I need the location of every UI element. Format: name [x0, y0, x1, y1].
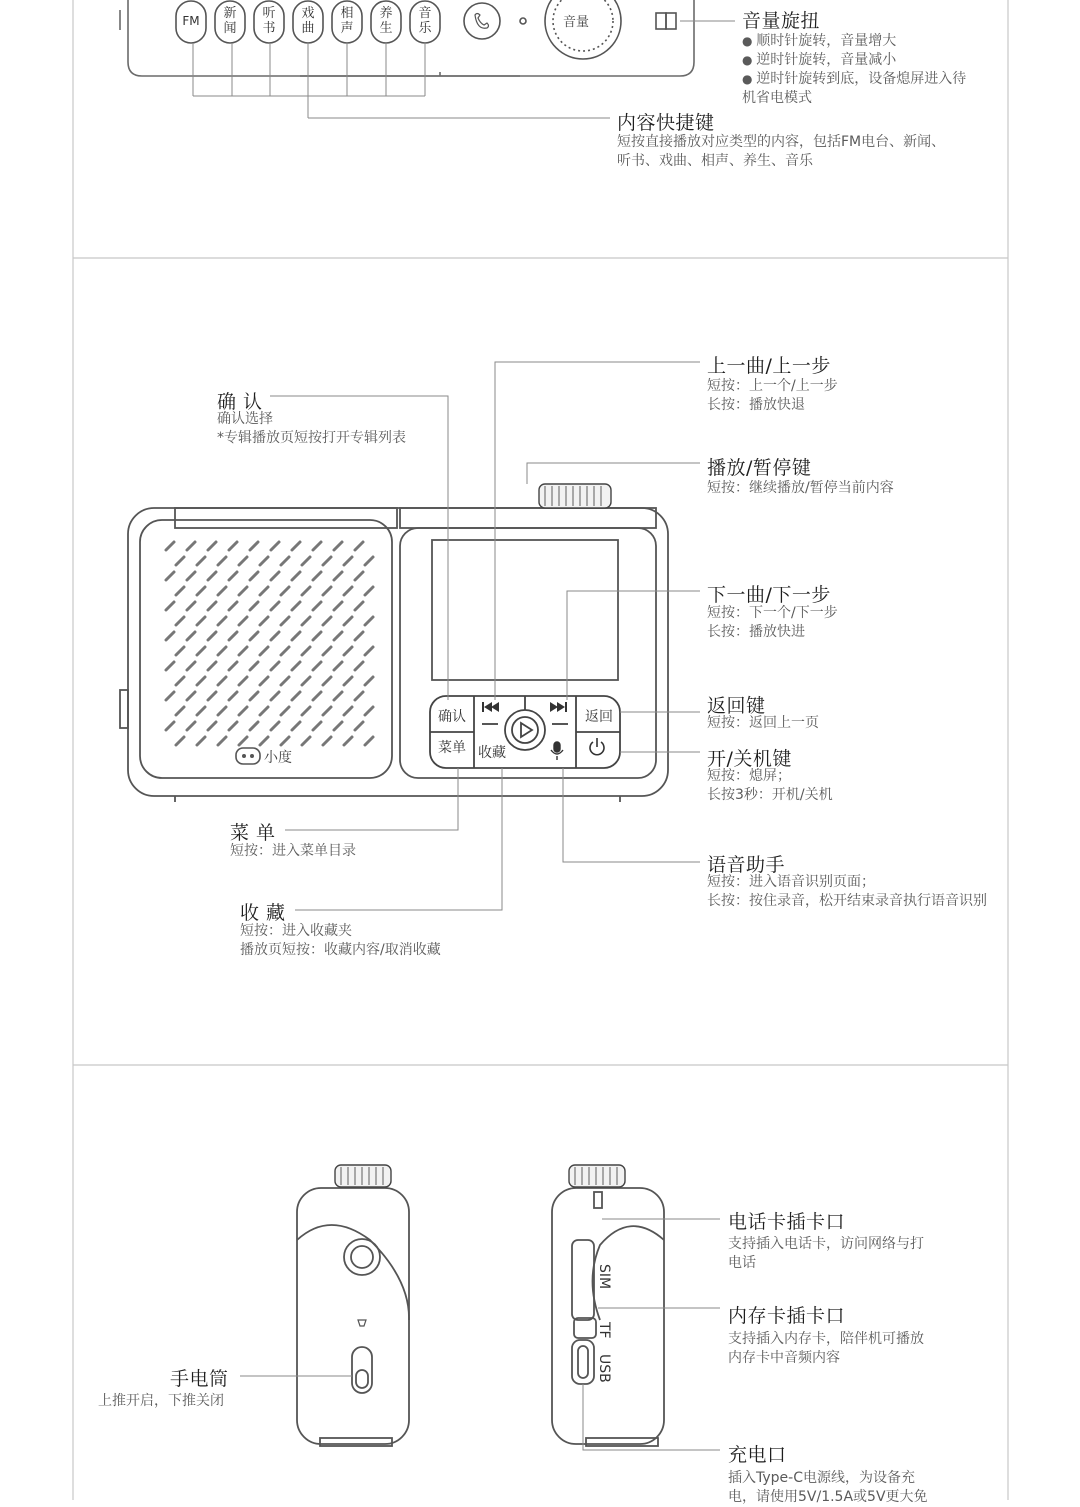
grille-slot — [229, 632, 237, 640]
back-desc-1: 短按：返回上一页 — [707, 715, 819, 731]
grille-slot — [302, 707, 310, 715]
voice-desc-1: 短按：进入语音识别页面； — [707, 874, 875, 890]
grille-slot — [355, 662, 363, 670]
grille-slot — [166, 692, 174, 700]
key-crosstalk-label: 相 声 — [340, 6, 354, 36]
grille-slot — [281, 617, 289, 625]
grille-slot — [271, 602, 279, 610]
key-fm-label: FM — [182, 14, 200, 28]
screen — [432, 540, 618, 680]
grille-slot — [229, 542, 237, 550]
tf-desc-2: 内存卡中音频内容 — [728, 1350, 840, 1366]
grille-slot — [166, 542, 174, 550]
grille-slot — [344, 587, 352, 595]
grille-slot — [281, 647, 289, 655]
grille-slot — [208, 662, 216, 670]
grille-slot — [344, 617, 352, 625]
grille-slot — [271, 572, 279, 580]
grille-slot — [166, 722, 174, 730]
grille-slot — [323, 737, 331, 745]
grille-slot — [229, 602, 237, 610]
grille-slot — [239, 707, 247, 715]
grille-slot — [260, 737, 268, 745]
grille-slot — [313, 662, 321, 670]
grille-slot — [281, 677, 289, 685]
sim-slot[interactable] — [572, 1240, 594, 1320]
charge-title: 充电口 — [728, 1444, 787, 1466]
grille-slot — [197, 587, 205, 595]
side-leader-lines — [240, 1219, 720, 1450]
control-panel — [430, 696, 620, 768]
back-button[interactable]: 返回 — [585, 709, 613, 725]
grille-slot — [355, 722, 363, 730]
usb-port-label: USB — [596, 1354, 612, 1383]
grille-slot — [292, 662, 300, 670]
grille-slot — [365, 647, 373, 655]
device-side-left — [297, 1188, 409, 1446]
grille-slot — [187, 722, 195, 730]
grille-slot — [176, 617, 184, 625]
grille-slot — [260, 677, 268, 685]
grille-slot — [229, 572, 237, 580]
prev-title: 上一曲/上一步 — [707, 355, 831, 377]
grille-slot — [292, 602, 300, 610]
voice-desc-2: 长按：按住录音，松开结束录音执行语音识别 — [707, 893, 987, 909]
tf-slot[interactable] — [574, 1318, 596, 1338]
sim-desc-1: 支持插入电话卡，访问网络与打 — [728, 1236, 924, 1252]
power-desc-1: 短按：熄屏； — [707, 768, 791, 784]
grille-slot — [260, 707, 268, 715]
grille-slot — [197, 707, 205, 715]
next-icon[interactable] — [550, 702, 567, 712]
favorite-title: 收 藏 — [240, 902, 286, 924]
flashlight-icon — [358, 1320, 366, 1326]
grille-slot — [344, 737, 352, 745]
grille-slot — [239, 557, 247, 565]
back-title: 返回键 — [707, 695, 766, 717]
grille-slot — [208, 692, 216, 700]
grille-slot — [355, 632, 363, 640]
grille-slot — [313, 542, 321, 550]
confirm-desc-1: 确认选择 — [217, 411, 273, 427]
key-news-label: 新 闻 — [223, 6, 237, 36]
favorite-desc-1: 短按：进入收藏夹 — [240, 923, 352, 939]
grille-holes — [166, 542, 373, 745]
grille-slot — [187, 542, 195, 550]
power-desc-2: 长按3秒：开机/关机 — [707, 787, 833, 803]
grille-slot — [292, 722, 300, 730]
grille-slot — [365, 677, 373, 685]
grille-slot — [260, 587, 268, 595]
grille-slot — [302, 587, 310, 595]
grille-slot — [271, 632, 279, 640]
grille-slot — [176, 647, 184, 655]
grille-slot — [250, 542, 258, 550]
grille-slot — [344, 557, 352, 565]
next-desc-2: 长按：播放快进 — [707, 624, 805, 640]
grille-slot — [334, 662, 342, 670]
grille-slot — [271, 692, 279, 700]
grille-slot — [250, 662, 258, 670]
sim-desc-2: 电话 — [728, 1255, 756, 1271]
grille-slot — [218, 557, 226, 565]
volume-knob-desc-1: ● 顺时针旋转，音量增大 — [742, 32, 896, 51]
volume-knob-desc-2: ● 逆时针旋转，音量减小 — [742, 51, 896, 70]
menu-title: 菜 单 — [230, 822, 276, 844]
grille-slot — [239, 587, 247, 595]
grille-slot — [166, 602, 174, 610]
grille-slot — [302, 737, 310, 745]
charge-desc-1: 插入Type-C电源线，为设备充 — [728, 1470, 915, 1486]
grille-slot — [250, 572, 258, 580]
grille-slot — [281, 557, 289, 565]
grille-slot — [218, 587, 226, 595]
play-desc-1: 短按：继续播放/暂停当前内容 — [707, 480, 894, 496]
grille-slot — [365, 557, 373, 565]
grille-slot — [292, 572, 300, 580]
grille-slot — [197, 647, 205, 655]
grille-slot — [176, 557, 184, 565]
grille-slot — [187, 662, 195, 670]
grille-slot — [302, 617, 310, 625]
grille-slot — [271, 542, 279, 550]
grille-slot — [239, 617, 247, 625]
volume-knob-label: 音量 — [563, 15, 590, 30]
svg-text:小度: 小度 — [264, 750, 292, 766]
grille-slot — [292, 542, 300, 550]
grille-slot — [208, 572, 216, 580]
grille-slot — [292, 692, 300, 700]
next-title: 下一曲/下一步 — [707, 584, 831, 606]
grille-slot — [271, 722, 279, 730]
grille-slot — [334, 632, 342, 640]
mic-icon[interactable] — [551, 742, 563, 760]
phone-icon — [475, 14, 489, 29]
prev-desc-2: 长按：播放快退 — [707, 397, 805, 413]
grille-slot — [281, 707, 289, 715]
grille-slot — [323, 617, 331, 625]
grille-slot — [355, 542, 363, 550]
confirm-button[interactable]: 确认 — [438, 709, 466, 725]
grille-slot — [313, 722, 321, 730]
phone-button[interactable] — [464, 3, 500, 39]
grille-slot — [239, 647, 247, 655]
grille-slot — [250, 632, 258, 640]
grille-slot — [197, 617, 205, 625]
brand-logo — [236, 748, 292, 766]
grille-slot — [250, 692, 258, 700]
volume-knob-desc-4: 机省电模式 — [742, 90, 812, 106]
grille-slot — [313, 692, 321, 700]
grille-slot — [323, 587, 331, 595]
grille-slot — [355, 572, 363, 580]
grille-slot — [187, 572, 195, 580]
volume-knob-title: 音量旋扭 — [742, 10, 821, 32]
next-desc-1: 短按：下一个/下一步 — [707, 605, 838, 621]
menu-desc-1: 短按：进入菜单目录 — [230, 843, 356, 859]
grille-slot — [313, 572, 321, 580]
content-keys-title: 内容快捷键 — [617, 112, 715, 134]
grille-slot — [260, 617, 268, 625]
sim-slot-label: SIM — [596, 1264, 612, 1290]
play-pause-button[interactable] — [505, 710, 545, 750]
grille-slot — [166, 572, 174, 580]
grille-slot — [197, 737, 205, 745]
grille-slot — [260, 557, 268, 565]
grille-slot — [334, 722, 342, 730]
grille-slot — [334, 692, 342, 700]
volume-knob-desc-3: ● 逆时针旋转到底，设备熄屏进入待 — [742, 70, 966, 89]
content-keys-desc-1: 短按直接播放对应类型的内容，包括FM电台、新闻、 — [617, 134, 946, 150]
grille-slot — [187, 602, 195, 610]
grille-slot — [323, 557, 331, 565]
grille-slot — [176, 737, 184, 745]
grille-slot — [218, 617, 226, 625]
grille-slot — [323, 707, 331, 715]
grille-slot — [218, 707, 226, 715]
grille-slot — [365, 707, 373, 715]
grille-slot — [302, 557, 310, 565]
grille-slot — [176, 587, 184, 595]
grille-slot — [218, 737, 226, 745]
grille-slot — [239, 737, 247, 745]
grille-slot — [292, 632, 300, 640]
key-opera-label: 戏 曲 — [301, 6, 315, 36]
grille-slot — [208, 722, 216, 730]
grille-slot — [334, 572, 342, 580]
flashlight-title: 手电筒 — [170, 1368, 229, 1390]
grille-slot — [239, 677, 247, 685]
grille-slot — [344, 677, 352, 685]
top-switch — [656, 13, 666, 29]
grille-slot — [313, 632, 321, 640]
grille-slot — [302, 677, 310, 685]
confirm-desc-2: *专辑播放页短按打开专辑列表 — [217, 430, 406, 446]
device-front-view — [120, 508, 668, 802]
key-health-label: 养 生 — [379, 6, 393, 36]
grille-slot — [334, 542, 342, 550]
grille-slot — [197, 557, 205, 565]
grille-slot — [208, 542, 216, 550]
grille-slot — [229, 692, 237, 700]
grille-slot — [344, 707, 352, 715]
play-title: 播放/暂停键 — [707, 457, 812, 479]
mic-hole — [520, 18, 526, 24]
grille-slot — [208, 602, 216, 610]
tf-slot-label: TF — [596, 1322, 612, 1339]
grille-slot — [197, 677, 205, 685]
grille-slot — [250, 602, 258, 610]
grille-slot — [218, 647, 226, 655]
grille-slot — [365, 737, 373, 745]
power-icon[interactable] — [590, 738, 604, 755]
grille-slot — [365, 587, 373, 595]
volume-knob-front[interactable] — [539, 484, 611, 508]
grille-slot — [166, 632, 174, 640]
grille-slot — [344, 647, 352, 655]
grille-slot — [187, 632, 195, 640]
flashlight-desc-1: 上推开启，下推关闭 — [98, 1393, 224, 1409]
key-audiobook-label: 听 书 — [262, 6, 276, 36]
grille-slot — [176, 677, 184, 685]
grille-slot — [176, 707, 184, 715]
menu-button[interactable]: 菜单 — [438, 740, 466, 756]
grille-slot — [302, 647, 310, 655]
confirm-title: 确 认 — [217, 391, 263, 413]
grille-slot — [281, 587, 289, 595]
grille-slot — [313, 602, 321, 610]
grille-slot — [281, 737, 289, 745]
content-keys-desc-2: 听书、戏曲、相声、养生、音乐 — [617, 153, 813, 169]
volume-knob-side-left — [335, 1165, 391, 1187]
sim-title: 电话卡插卡口 — [728, 1211, 846, 1233]
grille-slot — [218, 677, 226, 685]
prev-desc-1: 短按：上一个/上一步 — [707, 378, 838, 394]
prev-icon[interactable] — [482, 702, 499, 712]
tf-desc-1: 支持插入内存卡，陪伴机可播放 — [728, 1331, 924, 1347]
tf-title: 内存卡插卡口 — [728, 1305, 846, 1327]
power-title: 开/关机键 — [707, 748, 792, 770]
favorite-button[interactable]: 收藏 — [478, 745, 506, 761]
charge-desc-2: 电，请使用5V/1.5A或5V更大免 — [728, 1489, 928, 1505]
grille-slot — [271, 662, 279, 670]
key-music-label: 音 乐 — [418, 6, 432, 36]
grille-slot — [355, 692, 363, 700]
voice-title: 语音助手 — [707, 854, 786, 876]
favorite-desc-2: 播放页短按：收藏内容/取消收藏 — [240, 942, 441, 958]
grille-slot — [166, 662, 174, 670]
grille-slot — [355, 602, 363, 610]
volume-knob-side-right — [569, 1165, 625, 1187]
grille-slot — [208, 632, 216, 640]
grille-slot — [323, 647, 331, 655]
grille-slot — [187, 692, 195, 700]
grille-slot — [250, 722, 258, 730]
grille-slot — [229, 662, 237, 670]
grille-slot — [229, 722, 237, 730]
device-side-right — [552, 1188, 664, 1446]
grille-slot — [334, 602, 342, 610]
grille-slot — [260, 647, 268, 655]
grille-slot — [323, 677, 331, 685]
grille-slot — [365, 617, 373, 625]
